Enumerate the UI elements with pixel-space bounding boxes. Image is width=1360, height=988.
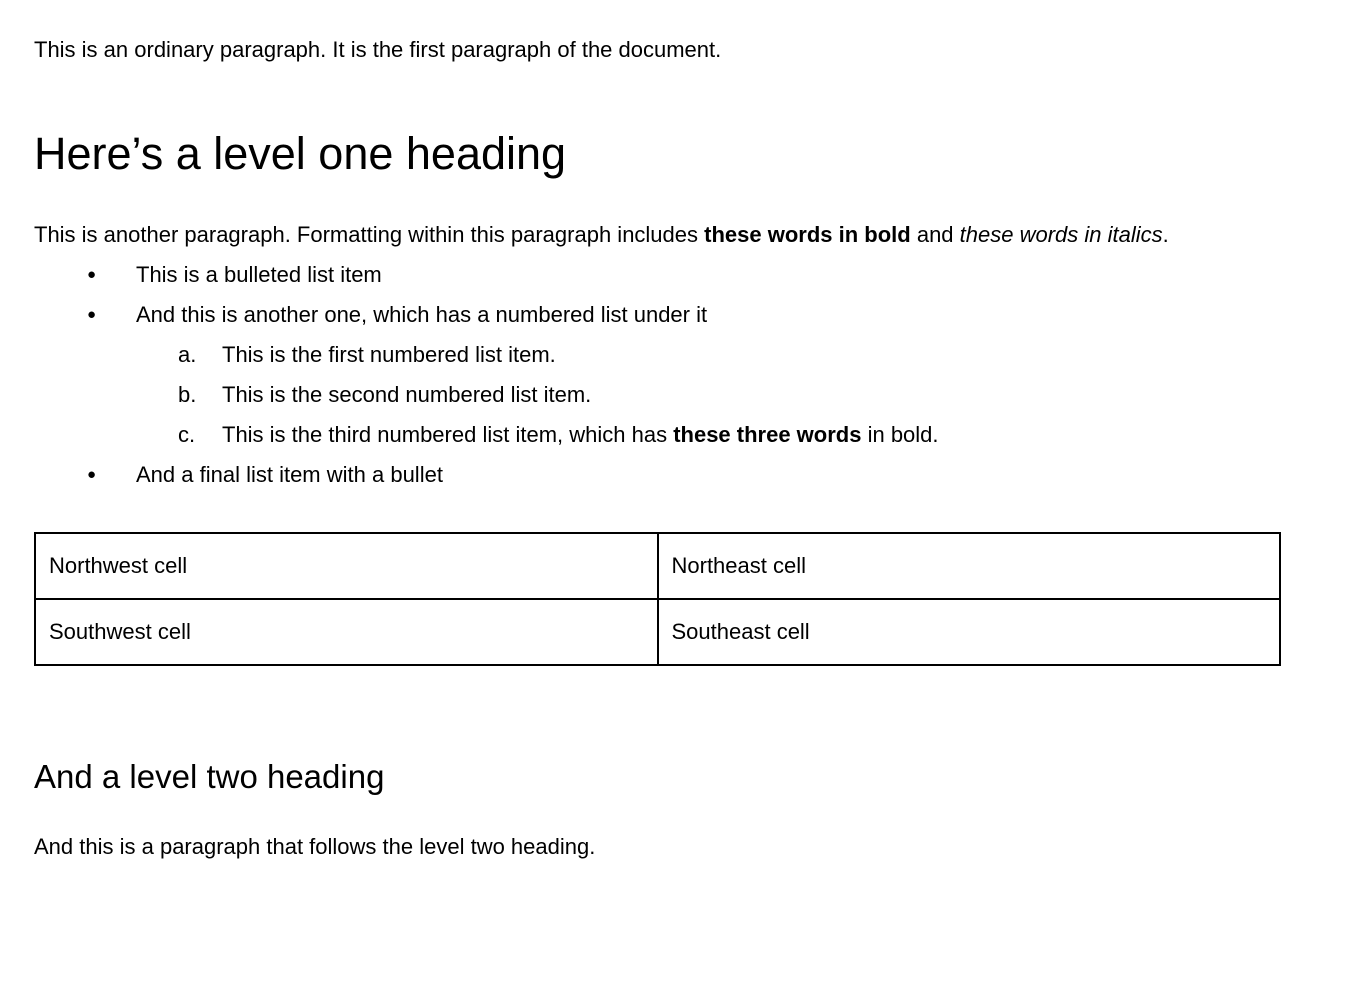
text-segment-bold: these three words (673, 422, 862, 447)
text-segment-italic: these words in italics (959, 222, 1163, 247)
table-cell: Northeast cell (658, 533, 1281, 599)
bullet-marker: ● (87, 266, 97, 283)
text-segment-normal: This is the second numbered list item. (222, 382, 592, 407)
doc-table (34, 532, 1281, 666)
bullet-list-item (34, 295, 1281, 455)
text-segment-normal: . (1162, 222, 1169, 247)
numbered-list-item (34, 375, 1281, 415)
text-segment-normal: And a final list item with a bullet (136, 462, 443, 487)
bullet-marker: ● (87, 306, 97, 323)
table-row (35, 533, 1280, 599)
table-cell: Northwest cell (35, 533, 658, 599)
numbered-list-item (34, 335, 1281, 375)
numbered-sublist (34, 335, 1281, 455)
bullet-marker: ● (87, 466, 97, 483)
document-content (34, 30, 1281, 867)
table-cell: Southwest cell (35, 599, 658, 665)
alpha-marker: a. (178, 342, 197, 367)
text-segment-bold: these words in bold (704, 222, 911, 247)
table-row (35, 599, 1280, 665)
numbered-item-text (222, 382, 591, 407)
bullet-list (34, 255, 1281, 495)
bullet-list-item (34, 455, 1281, 495)
alpha-marker: c. (178, 422, 196, 447)
text-segment-normal: and (910, 222, 960, 247)
numbered-item-text (222, 422, 939, 447)
bullet-list-item (34, 255, 1281, 295)
alpha-marker: b. (178, 382, 197, 407)
text-segment-normal: This is another paragraph. Formatting within this paragraph includes (34, 222, 705, 247)
table-cell: Southeast cell (658, 599, 1281, 665)
bullet-item-text (136, 302, 707, 327)
text-segment-normal: This is the first numbered list item. (222, 342, 556, 367)
text-segment-normal: And this is another one, which has a numbered list under it (136, 302, 708, 327)
text-segment-normal: This is the third numbered list item, which has (222, 422, 674, 447)
closing-paragraph: And this is a paragraph that follows the level two heading. (34, 834, 596, 859)
heading-level-1: Here’s a level one heading (34, 128, 567, 179)
bullet-item-text (136, 462, 443, 487)
numbered-list-item (34, 415, 1281, 455)
text-segment-normal: This is a bulleted list item (136, 262, 382, 287)
heading-level-2: And a level two heading (34, 758, 385, 795)
text-segment-normal: in bold. (861, 422, 939, 447)
bullet-item-text (136, 262, 382, 287)
numbered-item-text (222, 342, 556, 367)
doc-table-body (35, 533, 1280, 665)
intro-paragraph: This is an ordinary paragraph. It is the first paragraph of the document. (34, 37, 722, 62)
formatted-paragraph (34, 215, 1281, 255)
